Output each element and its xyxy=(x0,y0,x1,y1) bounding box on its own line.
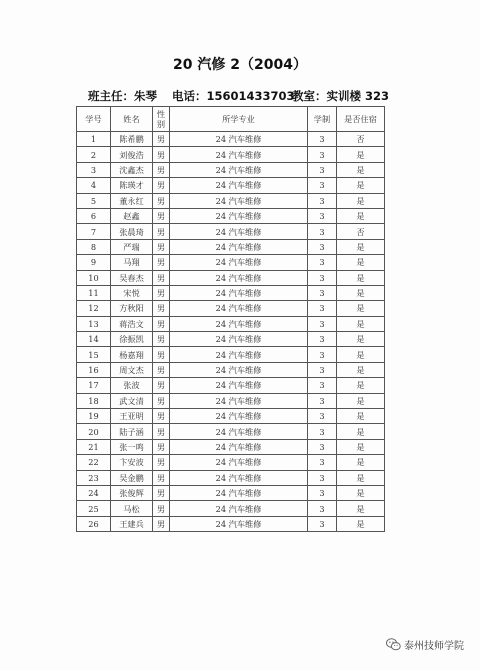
major-cell: 24 汽车维修 xyxy=(170,409,308,424)
table-row xyxy=(77,239,385,254)
student-name-cell: 卞安波 xyxy=(111,455,153,470)
table-row xyxy=(77,285,385,300)
table-row xyxy=(77,132,385,147)
table-row xyxy=(77,470,385,485)
table-row xyxy=(77,270,385,285)
major-cell: 24 汽车维修 xyxy=(170,439,308,454)
student-no-cell: 2 xyxy=(77,147,111,162)
student-no-cell: 11 xyxy=(77,285,111,300)
boarding-cell: 否 xyxy=(337,224,385,239)
boarding-cell: 是 xyxy=(337,516,385,531)
years-cell: 3 xyxy=(308,470,337,485)
years-cell: 3 xyxy=(308,208,337,223)
student-no-cell: 25 xyxy=(77,501,111,516)
boarding-cell: 是 xyxy=(337,285,385,300)
major-cell: 24 汽车维修 xyxy=(170,470,308,485)
years-cell: 3 xyxy=(308,270,337,285)
student-name-cell: 陈瑛才 xyxy=(111,178,153,193)
boarding-cell: 是 xyxy=(337,485,385,500)
major-cell: 24 汽车维修 xyxy=(170,332,308,347)
student-name-cell: 赵鑫 xyxy=(111,208,153,223)
header-student-no: 学号 xyxy=(77,107,111,132)
gender-cell: 男 xyxy=(153,362,170,377)
major-cell: 24 汽车维修 xyxy=(170,485,308,500)
years-cell: 3 xyxy=(308,378,337,393)
gender-cell: 男 xyxy=(153,455,170,470)
gender-cell: 男 xyxy=(153,409,170,424)
table-row xyxy=(77,332,385,347)
student-no-cell: 4 xyxy=(77,178,111,193)
student-name-cell: 蒋浩文 xyxy=(111,316,153,331)
boarding-cell: 是 xyxy=(337,147,385,162)
gender-cell: 男 xyxy=(153,393,170,408)
major-cell: 24 汽车维修 xyxy=(170,147,308,162)
gender-cell: 男 xyxy=(153,501,170,516)
table-row xyxy=(77,347,385,362)
major-cell: 24 汽车维修 xyxy=(170,424,308,439)
years-cell: 3 xyxy=(308,224,337,239)
gender-cell: 男 xyxy=(153,485,170,500)
boarding-cell: 是 xyxy=(337,332,385,347)
student-name-cell: 杨嘉翔 xyxy=(111,347,153,362)
years-cell: 3 xyxy=(308,316,337,331)
major-cell: 24 汽车维修 xyxy=(170,316,308,331)
boarding-cell: 是 xyxy=(337,501,385,516)
years-cell: 3 xyxy=(308,439,337,454)
student-no-cell: 6 xyxy=(77,208,111,223)
boarding-cell: 是 xyxy=(337,409,385,424)
gender-cell: 男 xyxy=(153,424,170,439)
header-gender: 性别 xyxy=(153,107,170,132)
table-row xyxy=(77,516,385,531)
table-row xyxy=(77,485,385,500)
boarding-cell: 是 xyxy=(337,178,385,193)
years-cell: 3 xyxy=(308,501,337,516)
years-cell: 3 xyxy=(308,455,337,470)
boarding-cell: 是 xyxy=(337,239,385,254)
student-name-cell: 吴金鹏 xyxy=(111,470,153,485)
gender-cell: 男 xyxy=(153,270,170,285)
major-cell: 24 汽车维修 xyxy=(170,378,308,393)
gender-cell: 男 xyxy=(153,470,170,485)
table-row xyxy=(77,439,385,454)
student-name-cell: 方秋阳 xyxy=(111,301,153,316)
major-cell: 24 汽车维修 xyxy=(170,301,308,316)
header-major: 所学专业 xyxy=(170,107,308,132)
major-cell: 24 汽车维修 xyxy=(170,178,308,193)
student-no-cell: 10 xyxy=(77,270,111,285)
table-row xyxy=(77,409,385,424)
years-cell: 3 xyxy=(308,147,337,162)
student-name-cell: 严瑞 xyxy=(111,239,153,254)
table-row xyxy=(77,393,385,408)
major-cell: 24 汽车维修 xyxy=(170,162,308,177)
years-cell: 3 xyxy=(308,239,337,254)
boarding-cell: 是 xyxy=(337,162,385,177)
major-cell: 24 汽车维修 xyxy=(170,393,308,408)
gender-cell: 男 xyxy=(153,162,170,177)
watermark xyxy=(386,636,464,652)
head-teacher: 班主任：朱琴 xyxy=(88,89,157,103)
student-no-cell: 17 xyxy=(77,378,111,393)
student-no-cell: 5 xyxy=(77,193,111,208)
student-no-cell: 7 xyxy=(77,224,111,239)
student-name-cell: 武文清 xyxy=(111,393,153,408)
major-cell: 24 汽车维修 xyxy=(170,362,308,377)
student-no-cell: 1 xyxy=(77,132,111,147)
years-cell: 3 xyxy=(308,516,337,531)
student-no-cell: 9 xyxy=(77,255,111,270)
table-row xyxy=(77,193,385,208)
gender-cell: 男 xyxy=(153,193,170,208)
gender-cell: 男 xyxy=(153,332,170,347)
table-row xyxy=(77,208,385,223)
student-name-cell: 刘俊浩 xyxy=(111,147,153,162)
gender-cell: 男 xyxy=(153,439,170,454)
boarding-cell: 是 xyxy=(337,193,385,208)
student-name-cell: 董永红 xyxy=(111,193,153,208)
student-name-cell: 周文杰 xyxy=(111,362,153,377)
student-no-cell: 15 xyxy=(77,347,111,362)
boarding-cell: 是 xyxy=(337,208,385,223)
student-name-cell: 陈希鹏 xyxy=(111,132,153,147)
student-no-cell: 3 xyxy=(77,162,111,177)
years-cell: 3 xyxy=(308,332,337,347)
table-row xyxy=(77,501,385,516)
student-name-cell: 沈鑫杰 xyxy=(111,162,153,177)
student-name-cell: 张一鸣 xyxy=(111,439,153,454)
years-cell: 3 xyxy=(308,193,337,208)
table-row xyxy=(77,455,385,470)
major-cell: 24 汽车维修 xyxy=(170,224,308,239)
years-cell: 3 xyxy=(308,362,337,377)
years-cell: 3 xyxy=(308,301,337,316)
header-years: 学制 xyxy=(308,107,337,132)
watermark-text: 泰州技师学院 xyxy=(404,640,464,652)
page-title: 20 汽修 2（2004） xyxy=(173,57,307,73)
table-row xyxy=(77,424,385,439)
gender-cell: 男 xyxy=(153,132,170,147)
boarding-cell: 是 xyxy=(337,255,385,270)
years-cell: 3 xyxy=(308,424,337,439)
student-no-cell: 14 xyxy=(77,332,111,347)
phone-number: 电话：15601433703 xyxy=(172,89,295,103)
major-cell: 24 汽车维修 xyxy=(170,208,308,223)
header-boarding: 是否住宿 xyxy=(337,107,385,132)
boarding-cell: 否 xyxy=(337,132,385,147)
gender-cell: 男 xyxy=(153,208,170,223)
years-cell: 3 xyxy=(308,132,337,147)
major-cell: 24 汽车维修 xyxy=(170,132,308,147)
boarding-cell: 是 xyxy=(337,424,385,439)
gender-cell: 男 xyxy=(153,147,170,162)
student-name-cell: 吴春杰 xyxy=(111,270,153,285)
student-name-cell: 王亚明 xyxy=(111,409,153,424)
gender-cell: 男 xyxy=(153,255,170,270)
years-cell: 3 xyxy=(308,178,337,193)
table-row xyxy=(77,378,385,393)
student-name-cell: 张晨琦 xyxy=(111,224,153,239)
boarding-cell: 是 xyxy=(337,316,385,331)
boarding-cell: 是 xyxy=(337,393,385,408)
classroom: 教室：实训楼 323 xyxy=(292,89,390,103)
student-no-cell: 24 xyxy=(77,485,111,500)
student-no-cell: 8 xyxy=(77,239,111,254)
boarding-cell: 是 xyxy=(337,301,385,316)
boarding-cell: 是 xyxy=(337,270,385,285)
student-roster-table xyxy=(76,106,385,532)
gender-cell: 男 xyxy=(153,285,170,300)
student-no-cell: 26 xyxy=(77,516,111,531)
major-cell: 24 汽车维修 xyxy=(170,516,308,531)
gender-cell: 男 xyxy=(153,224,170,239)
gender-cell: 男 xyxy=(153,516,170,531)
student-no-cell: 12 xyxy=(77,301,111,316)
student-name-cell: 马松 xyxy=(111,501,153,516)
years-cell: 3 xyxy=(308,162,337,177)
gender-cell: 男 xyxy=(153,347,170,362)
major-cell: 24 汽车维修 xyxy=(170,285,308,300)
table-row xyxy=(77,301,385,316)
wechat-icon xyxy=(386,638,401,651)
student-name-cell: 张波 xyxy=(111,378,153,393)
student-no-cell: 19 xyxy=(77,409,111,424)
student-no-cell: 21 xyxy=(77,439,111,454)
student-name-cell: 王建兵 xyxy=(111,516,153,531)
major-cell: 24 汽车维修 xyxy=(170,255,308,270)
student-no-cell: 13 xyxy=(77,316,111,331)
years-cell: 3 xyxy=(308,255,337,270)
gender-cell: 男 xyxy=(153,301,170,316)
student-name-cell: 陆子涵 xyxy=(111,424,153,439)
student-name-cell: 马翔 xyxy=(111,255,153,270)
years-cell: 3 xyxy=(308,347,337,362)
table-row xyxy=(77,316,385,331)
gender-cell: 男 xyxy=(153,178,170,193)
student-no-cell: 20 xyxy=(77,424,111,439)
boarding-cell: 是 xyxy=(337,362,385,377)
student-no-cell: 22 xyxy=(77,455,111,470)
major-cell: 24 汽车维修 xyxy=(170,270,308,285)
boarding-cell: 是 xyxy=(337,378,385,393)
major-cell: 24 汽车维修 xyxy=(170,347,308,362)
student-name-cell: 宋悦 xyxy=(111,285,153,300)
boarding-cell: 是 xyxy=(337,439,385,454)
major-cell: 24 汽车维修 xyxy=(170,455,308,470)
header-name: 姓名 xyxy=(111,107,153,132)
gender-cell: 男 xyxy=(153,239,170,254)
student-no-cell: 18 xyxy=(77,393,111,408)
table-row xyxy=(77,224,385,239)
boarding-cell: 是 xyxy=(337,347,385,362)
table-body xyxy=(77,132,385,532)
major-cell: 24 汽车维修 xyxy=(170,501,308,516)
table-row xyxy=(77,255,385,270)
major-cell: 24 汽车维修 xyxy=(170,239,308,254)
boarding-cell: 是 xyxy=(337,455,385,470)
gender-cell: 男 xyxy=(153,378,170,393)
student-no-cell: 23 xyxy=(77,470,111,485)
boarding-cell: 是 xyxy=(337,470,385,485)
class-info-row xyxy=(0,88,480,104)
years-cell: 3 xyxy=(308,409,337,424)
table-header-row xyxy=(77,107,385,132)
table-row xyxy=(77,362,385,377)
years-cell: 3 xyxy=(308,285,337,300)
table-row xyxy=(77,147,385,162)
student-name-cell: 张俊辉 xyxy=(111,485,153,500)
major-cell: 24 汽车维修 xyxy=(170,193,308,208)
student-name-cell: 徐振凯 xyxy=(111,332,153,347)
years-cell: 3 xyxy=(308,485,337,500)
student-no-cell: 16 xyxy=(77,362,111,377)
gender-cell: 男 xyxy=(153,316,170,331)
table-row xyxy=(77,162,385,177)
table-row xyxy=(77,178,385,193)
years-cell: 3 xyxy=(308,393,337,408)
